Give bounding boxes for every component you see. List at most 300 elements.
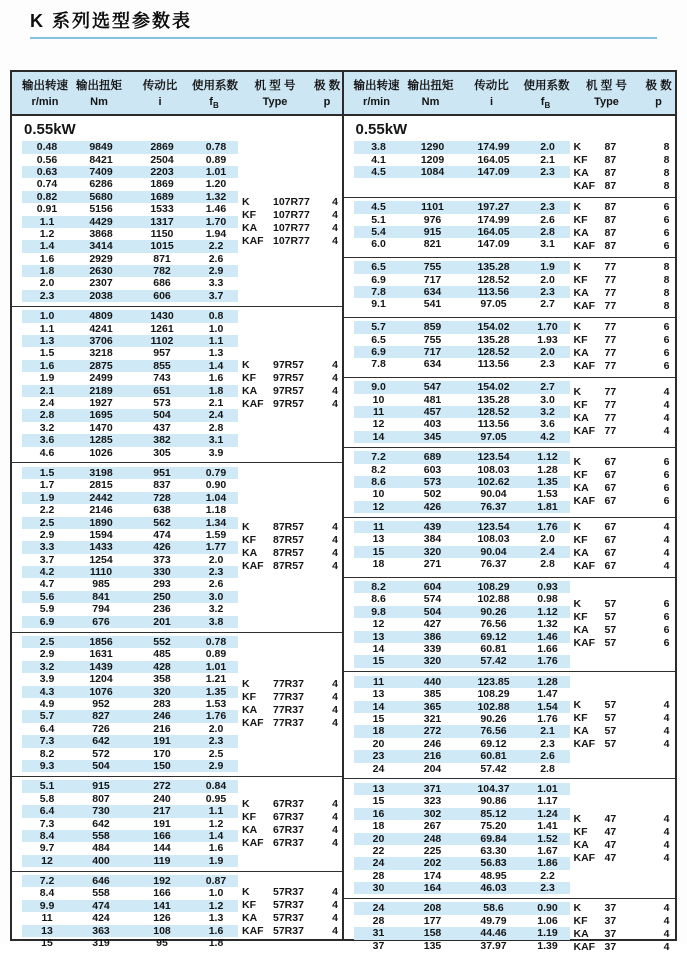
- cell-output-torque: 267: [423, 820, 442, 833]
- cell-output-speed: 4.5: [371, 201, 386, 214]
- type-prefix: KA: [242, 704, 258, 717]
- type-model: 77R37: [273, 717, 304, 730]
- cell-ratio: 108.29: [477, 688, 510, 701]
- type-prefix: K: [573, 261, 582, 274]
- type-model: 77: [604, 300, 617, 313]
- cell-ratio: 75.20: [480, 820, 507, 833]
- type-prefix: KF: [573, 154, 588, 167]
- table-row: [354, 833, 570, 845]
- column-header: 机 型 号: [586, 80, 627, 92]
- group-separator: [344, 577, 676, 578]
- type-poles: 6: [663, 469, 670, 482]
- cell-output-torque: 365: [423, 700, 442, 713]
- cell-service-factor: 1.0: [208, 887, 224, 900]
- type-block: [242, 678, 338, 730]
- type-prefix: KA: [573, 287, 589, 300]
- type-line: [574, 611, 670, 624]
- table-row: [354, 521, 570, 533]
- type-prefix: K: [573, 598, 582, 611]
- cell-service-factor: 1.01: [205, 660, 227, 673]
- data-group: [12, 309, 342, 460]
- cell-output-torque: 481: [423, 393, 442, 406]
- type-model: 37: [604, 928, 617, 941]
- cell-ratio: 63.30: [480, 844, 507, 857]
- column-unit: i: [489, 96, 494, 108]
- type-line: [242, 372, 338, 385]
- type-line: [574, 274, 670, 287]
- cell-service-factor: 2.3: [540, 882, 555, 895]
- cell-output-speed: 2.9: [39, 648, 55, 661]
- cell-output-torque: 541: [423, 298, 442, 311]
- cell-output-speed: 16: [372, 807, 385, 820]
- cell-output-torque: 400: [92, 854, 110, 867]
- cell-output-torque: 604: [423, 581, 442, 594]
- cell-output-torque: 246: [423, 737, 442, 750]
- cell-service-factor: 1.76: [537, 655, 558, 668]
- type-model: 57: [604, 637, 617, 650]
- cell-output-speed: 12: [372, 618, 385, 631]
- type-line: [242, 912, 338, 925]
- cell-ratio: 166: [153, 829, 171, 842]
- table-row: [22, 780, 238, 792]
- cell-service-factor: 0.78: [205, 141, 227, 154]
- cell-service-factor: 3.2: [540, 405, 555, 418]
- cell-service-factor: 1.1: [208, 805, 224, 818]
- type-poles: 4: [332, 899, 338, 912]
- data-group: [344, 675, 676, 776]
- type-poles: 4: [332, 691, 338, 704]
- type-prefix: KA: [573, 482, 589, 495]
- table-row: [354, 546, 570, 558]
- cell-output-torque: 1927: [89, 397, 113, 409]
- table-row: [354, 166, 570, 178]
- cell-ratio: 837: [153, 479, 171, 492]
- type-poles: 6: [663, 637, 670, 650]
- cell-service-factor: 2.0: [540, 141, 555, 154]
- type-poles: 4: [332, 234, 338, 247]
- type-line: [574, 839, 670, 852]
- table-row: [22, 141, 238, 153]
- cell-service-factor: 0.87: [205, 875, 227, 888]
- cell-service-factor: 1.53: [205, 697, 227, 710]
- type-model: 47: [604, 851, 617, 864]
- cell-ratio: 283: [153, 697, 171, 710]
- table-row: [22, 900, 238, 912]
- cell-service-factor: 2.3: [208, 566, 224, 579]
- cell-output-speed: 2.3: [39, 289, 55, 302]
- cell-service-factor: 2.4: [540, 545, 555, 558]
- cell-ratio: 123.85: [477, 675, 510, 688]
- cell-ratio: 135.28: [477, 261, 510, 274]
- type-poles: 6: [663, 227, 670, 240]
- type-line: [574, 347, 670, 360]
- cell-output-speed: 4.2: [39, 566, 55, 579]
- type-line: [574, 201, 670, 214]
- data-group: [344, 260, 676, 314]
- cell-output-speed: 1.2: [39, 227, 55, 240]
- type-model: 77: [604, 386, 617, 399]
- cell-ratio: 382: [153, 434, 171, 447]
- cell-output-torque: 689: [423, 451, 442, 464]
- cell-ratio: 1102: [150, 335, 174, 348]
- cell-ratio: 1015: [150, 240, 174, 253]
- cell-output-speed: 1.8: [39, 265, 55, 278]
- cell-service-factor: 2.0: [540, 533, 555, 546]
- type-prefix: K: [573, 521, 582, 534]
- table-row: [354, 141, 570, 153]
- cell-output-torque: 3868: [89, 227, 113, 240]
- cell-output-speed: 2.5: [39, 636, 55, 649]
- type-prefix: KAF: [242, 717, 264, 730]
- cell-ratio: 154.02: [477, 381, 510, 394]
- cell-output-torque: 216: [423, 750, 442, 763]
- column-unit: $f_B$: [209, 96, 219, 111]
- type-model: 37: [604, 902, 617, 915]
- type-model: 77R37: [273, 704, 304, 717]
- type-line: [242, 385, 338, 398]
- column-unit: r/min: [31, 96, 59, 108]
- table-row: [354, 783, 570, 795]
- cell-output-torque: 859: [423, 321, 442, 334]
- cell-output-torque: 272: [423, 725, 442, 738]
- table-row: [22, 323, 238, 335]
- table-row: [354, 676, 570, 688]
- type-line: [574, 560, 670, 573]
- cell-service-factor: 2.8: [540, 762, 555, 775]
- cell-service-factor: 1.86: [537, 857, 558, 870]
- cell-output-speed: 0.56: [36, 153, 58, 166]
- cell-output-speed: 7.3: [39, 817, 55, 830]
- cell-ratio: 69.12: [480, 630, 507, 643]
- data-group: [12, 140, 342, 303]
- cell-output-torque: 9849: [89, 141, 113, 154]
- cell-output-speed: 6.9: [371, 345, 386, 358]
- type-block: [242, 359, 338, 411]
- cell-output-speed: 24: [372, 762, 385, 775]
- cell-output-torque: 371: [423, 782, 442, 795]
- type-prefix: KAF: [573, 851, 596, 864]
- table-row: [22, 385, 238, 397]
- group-separator: [344, 257, 676, 258]
- cell-output-speed: 3.6: [39, 434, 55, 447]
- type-poles: 8: [663, 154, 670, 167]
- cell-output-speed: 6.5: [371, 261, 386, 274]
- table-row: [22, 216, 238, 228]
- cell-output-torque: 755: [423, 261, 442, 274]
- table-row: [354, 927, 570, 939]
- table-header: [344, 72, 676, 116]
- cell-output-speed: 7.8: [371, 285, 386, 298]
- cell-output-speed: 5.4: [371, 225, 386, 238]
- type-poles: 4: [332, 547, 338, 560]
- cell-output-speed: 3.2: [39, 421, 55, 434]
- cell-output-torque: 321: [423, 713, 442, 725]
- cell-ratio: 192: [153, 875, 171, 888]
- cell-output-torque: 302: [423, 807, 442, 820]
- cell-output-torque: 1470: [89, 421, 113, 434]
- type-poles: 8: [663, 287, 670, 300]
- type-model: 67: [604, 547, 617, 560]
- cell-output-torque: 384: [423, 533, 442, 546]
- cell-output-torque: 717: [423, 345, 442, 358]
- cell-service-factor: 2.3: [540, 165, 555, 178]
- cell-ratio: 240: [153, 792, 171, 805]
- type-line: [574, 699, 670, 712]
- cell-output-speed: 7.3: [39, 735, 55, 748]
- cell-output-torque: 339: [423, 643, 442, 656]
- cell-output-torque: 547: [423, 381, 442, 394]
- cell-service-factor: 1.6: [208, 842, 224, 855]
- type-prefix: K: [242, 797, 250, 810]
- type-poles: 4: [332, 560, 338, 573]
- cell-service-factor: 1.53: [537, 488, 558, 501]
- cell-output-speed: 24: [372, 902, 385, 915]
- cell-ratio: 60.81: [480, 643, 507, 656]
- cell-output-speed: 15: [372, 795, 385, 808]
- table-row: [22, 422, 238, 434]
- cell-output-speed: 3.8: [371, 141, 386, 154]
- cell-service-factor: 1.8: [208, 384, 224, 397]
- cell-output-torque: 642: [92, 735, 110, 748]
- cell-ratio: 150: [153, 759, 171, 772]
- type-prefix: KF: [573, 334, 588, 347]
- type-line: [574, 813, 670, 826]
- cell-service-factor: 2.6: [540, 750, 555, 763]
- table-row: [22, 397, 238, 409]
- type-model: 87: [604, 180, 617, 193]
- cell-service-factor: 2.0: [208, 553, 224, 566]
- cell-output-torque: 320: [423, 545, 442, 558]
- cell-output-speed: 1.1: [39, 215, 55, 228]
- type-model: 87R57: [273, 547, 304, 560]
- type-prefix: KAF: [573, 738, 596, 751]
- type-prefix: KAF: [242, 925, 264, 938]
- cell-output-torque: 730: [92, 805, 110, 818]
- type-model: 87R57: [273, 521, 304, 534]
- data-group: [12, 466, 342, 629]
- type-poles: 4: [663, 521, 670, 534]
- type-prefix: K: [242, 195, 250, 208]
- type-model: 57: [604, 699, 617, 712]
- cell-service-factor: 2.3: [540, 201, 555, 214]
- cell-output-torque: 794: [92, 603, 110, 616]
- cell-output-torque: 363: [92, 924, 110, 937]
- type-line: [574, 180, 670, 193]
- type-line: [242, 899, 338, 912]
- cell-service-factor: 1.46: [205, 203, 227, 216]
- table-row: [22, 723, 238, 735]
- cell-output-torque: 504: [92, 759, 110, 772]
- type-line: [574, 334, 670, 347]
- cell-output-speed: 0.63: [36, 165, 58, 178]
- cell-service-factor: 1.21: [205, 673, 227, 686]
- cell-output-torque: 726: [92, 722, 110, 735]
- cell-output-torque: 5156: [89, 203, 113, 216]
- type-line: [574, 624, 670, 637]
- cell-ratio: 46.03: [480, 882, 507, 895]
- type-model: 57R37: [273, 925, 304, 938]
- table-row: [22, 603, 238, 615]
- cell-ratio: 305: [153, 446, 171, 459]
- type-poles: 8: [663, 261, 670, 274]
- type-poles: 6: [663, 214, 670, 227]
- cell-ratio: 2869: [150, 141, 174, 154]
- table-row: [354, 713, 570, 725]
- cell-output-torque: 386: [423, 630, 442, 643]
- cell-ratio: 855: [153, 359, 171, 372]
- type-prefix: KAF: [242, 836, 264, 849]
- type-poles: 8: [663, 300, 670, 313]
- type-model: 87R57: [273, 534, 304, 547]
- cell-output-torque: 827: [92, 710, 110, 723]
- type-line: [574, 141, 670, 154]
- type-model: 57: [604, 738, 617, 751]
- cell-output-speed: 14: [372, 700, 385, 713]
- type-line: [574, 261, 670, 274]
- table-row: [22, 578, 238, 590]
- type-prefix: KF: [242, 208, 256, 221]
- type-model: 87: [604, 154, 617, 167]
- type-prefix: K: [242, 521, 250, 534]
- type-model: 67R37: [273, 797, 304, 810]
- cell-ratio: 201: [153, 615, 171, 628]
- cell-ratio: 57.42: [480, 762, 507, 775]
- type-poles: 4: [332, 534, 338, 547]
- data-rows: [354, 381, 570, 443]
- table-row: [22, 735, 238, 747]
- type-prefix: KAF: [242, 560, 264, 573]
- type-line: [574, 399, 670, 412]
- type-model: 77: [604, 274, 617, 287]
- cell-output-torque: 1285: [89, 434, 113, 447]
- cell-service-factor: 1.81: [537, 500, 558, 513]
- cell-output-speed: 13: [372, 533, 385, 546]
- type-poles: 4: [663, 699, 670, 712]
- type-line: [574, 521, 670, 534]
- cell-output-torque: 2146: [89, 504, 113, 517]
- table-half-right: [344, 72, 676, 954]
- table-header: [12, 72, 342, 116]
- table-row: [22, 805, 238, 817]
- power-rating-label: 0.55kW: [355, 121, 408, 139]
- type-prefix: KA: [573, 624, 589, 637]
- type-line: [574, 386, 670, 399]
- type-block: [242, 521, 338, 573]
- type-prefix: KA: [573, 167, 589, 180]
- type-block: [574, 386, 670, 438]
- cell-output-torque: 403: [423, 418, 442, 431]
- cell-service-factor: 2.1: [208, 397, 224, 409]
- type-model: 77: [604, 412, 617, 425]
- column-unit: p: [655, 96, 662, 108]
- cell-service-factor: 1.01: [537, 782, 558, 795]
- data-group: [344, 450, 676, 514]
- cell-ratio: 606: [153, 289, 171, 302]
- table-row: [354, 488, 570, 500]
- cell-output-speed: 11: [41, 912, 53, 925]
- data-rows: [22, 875, 238, 949]
- type-line: [242, 925, 338, 938]
- type-model: 77R37: [273, 678, 304, 691]
- type-line: [574, 637, 670, 650]
- data-rows: [354, 321, 570, 371]
- cell-output-torque: 3706: [89, 335, 113, 348]
- cell-output-speed: 0.91: [36, 203, 58, 216]
- cell-service-factor: 2.6: [208, 252, 224, 265]
- group-separator: [344, 197, 676, 198]
- cell-ratio: 728: [153, 491, 171, 504]
- cell-service-factor: 1.24: [537, 807, 558, 820]
- cell-service-factor: 1.12: [537, 605, 558, 618]
- table-row: [354, 655, 570, 667]
- type-poles: 4: [332, 823, 338, 836]
- type-prefix: KA: [242, 221, 258, 234]
- cell-service-factor: 1.4: [208, 829, 224, 842]
- cell-output-speed: 14: [372, 643, 385, 656]
- type-poles: 4: [332, 717, 338, 730]
- cell-service-factor: 0.89: [205, 153, 227, 166]
- data-group: [344, 140, 676, 194]
- type-line: [574, 928, 670, 941]
- cell-output-speed: 8.4: [39, 887, 55, 900]
- column-header: 输出扭矩: [407, 80, 454, 92]
- cell-ratio: 108.03: [477, 533, 510, 546]
- cell-output-torque: 158: [423, 927, 442, 940]
- cell-ratio: 76.56: [480, 618, 507, 631]
- cell-output-speed: 9.8: [371, 605, 386, 618]
- cell-ratio: 56.83: [480, 857, 507, 870]
- cell-service-factor: 1.01: [205, 165, 227, 178]
- type-prefix: KAF: [573, 560, 596, 573]
- table-row: [354, 214, 570, 226]
- cell-output-torque: 1695: [89, 409, 113, 422]
- type-poles: 4: [663, 902, 670, 915]
- group-separator: [12, 632, 342, 633]
- cell-output-speed: 3.7: [39, 553, 55, 566]
- cell-service-factor: 1.3: [208, 912, 224, 925]
- table-row: [22, 372, 238, 384]
- type-poles: 6: [663, 624, 670, 637]
- type-line: [242, 811, 338, 824]
- cell-service-factor: 1.32: [537, 618, 558, 631]
- column-header: 输出扭矩: [76, 80, 122, 92]
- cell-ratio: 90.04: [480, 488, 507, 501]
- cell-output-speed: 2.8: [39, 409, 55, 422]
- cell-output-speed: 28: [372, 914, 385, 927]
- cell-service-factor: 3.6: [540, 418, 555, 431]
- type-line: [574, 852, 670, 865]
- type-line: [242, 691, 338, 704]
- cell-output-speed: 18: [372, 558, 385, 571]
- type-model: 107R77: [273, 221, 310, 234]
- type-model: 77: [604, 287, 617, 300]
- cell-output-speed: 11: [372, 675, 385, 688]
- table-row: [22, 616, 238, 628]
- cell-output-speed: 15: [372, 713, 385, 725]
- type-block: [574, 321, 670, 373]
- cell-service-factor: 2.3: [208, 735, 224, 748]
- cell-output-torque: 2307: [89, 277, 113, 290]
- cell-service-factor: 1.9: [208, 854, 224, 867]
- data-group: [344, 782, 676, 896]
- table-row: [354, 358, 570, 370]
- cell-output-torque: 502: [423, 488, 442, 501]
- type-prefix: KF: [242, 899, 256, 912]
- type-prefix: KF: [573, 611, 588, 624]
- cell-output-torque: 345: [423, 430, 442, 443]
- type-poles: 4: [663, 838, 670, 851]
- type-poles: 4: [332, 925, 338, 938]
